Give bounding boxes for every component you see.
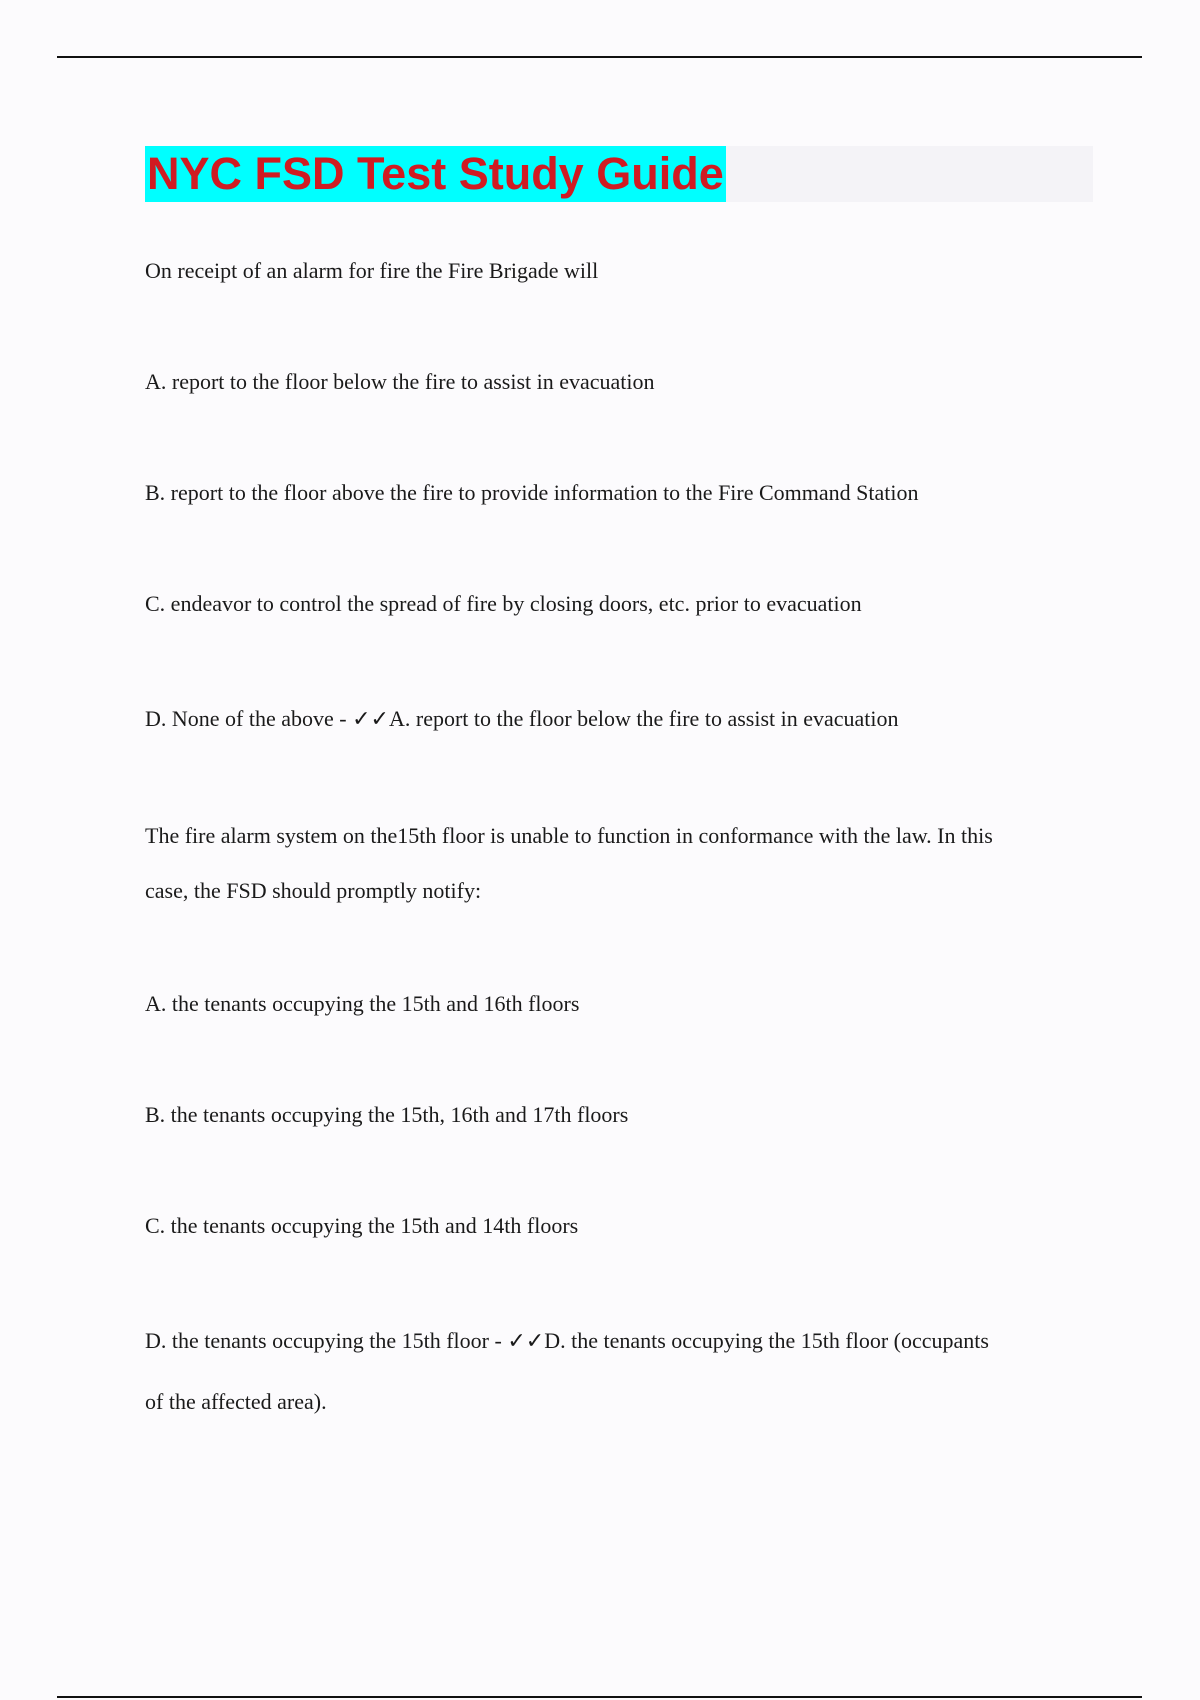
- question-1-option-c: C. endeavor to control the spread of fire by closing doors, etc. prior to evacuation: [145, 591, 862, 616]
- question-2-option-d-with-answer: [145, 1327, 989, 1355]
- question-2-answer-line-1: D. the tenants occupying the 15th floor (occupants: [544, 1328, 989, 1353]
- question-1-option-d: D. None of the above -: [145, 706, 353, 731]
- question-1-option-a: A. report to the floor below the fire to assist in evacuation: [145, 369, 655, 394]
- page-title: NYC FSD Test Study Guide: [145, 146, 726, 202]
- question-2-option-c: C. the tenants occupying the 15th and 14th floors: [145, 1213, 579, 1238]
- question-2-answer-line-2: of the affected area).: [145, 1389, 327, 1414]
- question-1-answer: A. report to the floor below the fire to assist in evacuation: [388, 706, 899, 731]
- question-1-option-b: B. report to the floor above the fire to provide information to the Fire Command Station: [145, 480, 919, 505]
- question-2-stem-line-1: The fire alarm system on the15th floor is unable to function in conformance with the law. In this: [145, 823, 993, 848]
- question-1-option-d-with-answer: [145, 705, 899, 733]
- question-2-option-d: D. the tenants occupying the 15th floor -: [145, 1328, 508, 1353]
- answer-check-icon: ✓✓: [352, 706, 389, 731]
- question-2-option-a: A. the tenants occupying the 15th and 16th floors: [145, 991, 580, 1016]
- bottom-rule: [57, 1696, 1142, 1698]
- question-2-option-b: B. the tenants occupying the 15th, 16th and 17th floors: [145, 1102, 629, 1127]
- question-1-stem: On receipt of an alarm for fire the Fire Brigade will: [145, 258, 599, 283]
- question-2-stem-line-2: case, the FSD should promptly notify:: [145, 878, 482, 903]
- top-rule: [57, 56, 1142, 58]
- answer-check-icon: ✓✓: [507, 1328, 545, 1353]
